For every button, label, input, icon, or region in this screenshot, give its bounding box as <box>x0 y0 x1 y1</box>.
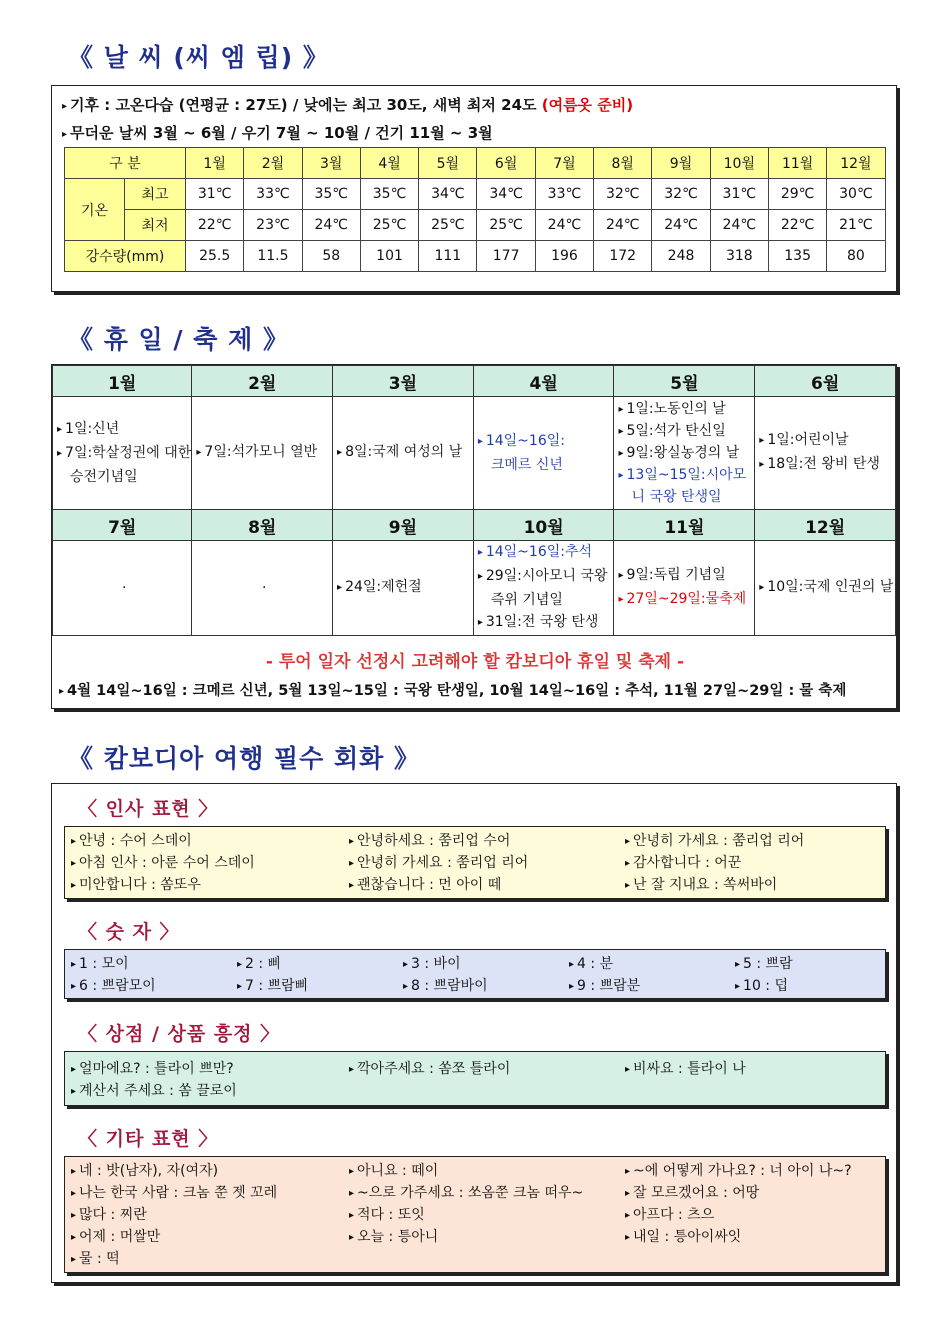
greeting-box <box>64 826 886 899</box>
shopping-box <box>64 1051 886 1106</box>
conversation-title: 《 캄보디아 여행 필수 회화 》 <box>68 744 421 773</box>
month-cell: 2월 <box>244 148 302 179</box>
number-word: ▸ 9 : 쁘람분 <box>569 975 640 995</box>
jan-cell <box>53 397 192 510</box>
temp-label: 기온 <box>65 179 125 241</box>
holiday-month-row <box>53 366 896 397</box>
rain-cell: 172 <box>594 241 652 272</box>
max-cell: 33℃ <box>535 179 593 210</box>
holiday-item: ▸ 5일:석가 탄신일 <box>618 421 754 443</box>
month-header: 6월 <box>755 366 896 397</box>
phrase: ▸ 아침 인사 : 아룬 수어 스데이 <box>71 852 255 872</box>
phrase: ▸ 계산서 주세요 : 쏨 끌로이 <box>71 1080 237 1100</box>
rain-cell: 101 <box>360 241 418 272</box>
min-cell: 22℃ <box>186 210 244 241</box>
header-label: 구 분 <box>65 148 186 179</box>
holidays-title: 《 휴 일 / 축 제 》 <box>68 325 289 354</box>
phrase: ▸ 안녕하세요 : 쭘리업 수어 <box>349 830 510 850</box>
phrase: ▸ 아프다 : 츠으 <box>625 1204 714 1224</box>
phrase: ▸ 안녕히 가세요 : 쭘리업 리어 <box>625 830 804 850</box>
min-cell: 24℃ <box>302 210 360 241</box>
rain-cell: 135 <box>768 241 826 272</box>
number-word: ▸ 7 : 쁘람삐 <box>237 975 308 995</box>
month-cell: 3월 <box>302 148 360 179</box>
phrase: ▸ 깍아주세요 : 쏨쪼 틀라이 <box>349 1058 510 1078</box>
oct-cell <box>473 541 614 636</box>
month-cell: 6월 <box>477 148 535 179</box>
month-header: 10월 <box>473 510 614 541</box>
holiday-note: - 투어 일자 선정시 고려해야 할 캄보디아 휴일 및 축제 - <box>265 652 685 672</box>
holiday-item: ▸ 1일:어린이날 <box>759 429 895 453</box>
max-cell: 30℃ <box>827 179 885 210</box>
shopping-heading: 〈 상점 / 상품 흥정 〉 <box>78 1023 281 1045</box>
phrase: ▸ 안녕히 가세요 : 쭘리업 리어 <box>349 852 528 872</box>
month-header: 3월 <box>333 366 474 397</box>
number-word: ▸ 1 : 모이 <box>71 953 129 973</box>
phrase: ▸ ~으로 가주세요 : 쏘옴쭌 크놈 떠우~ <box>349 1182 583 1202</box>
holiday-body-row <box>53 541 896 636</box>
min-cell: 25℃ <box>419 210 477 241</box>
month-cell: 5월 <box>419 148 477 179</box>
phrase: ▸ ~에 어떻게 가나요? : 너 아이 나~? <box>625 1160 852 1180</box>
nov-cell <box>614 541 755 636</box>
holiday-item: ▸ 31일:전 국왕 탄생 <box>478 611 614 635</box>
holiday-item: ▸ 10일:국제 인권의 날 <box>759 576 895 600</box>
holiday-item: ▸ 14일~16일:추석 <box>478 541 614 565</box>
number-word: ▸ 2 : 삐 <box>237 953 281 973</box>
climate-text: 기후 : 고온다습 (연평균 : 27도) / 낮에는 최고 30도, 새벽 최저 24도 <box>70 96 542 114</box>
phrase: ▸ 어제 : 머쌀만 <box>71 1226 160 1246</box>
max-cell: 34℃ <box>477 179 535 210</box>
holidays-box <box>51 364 897 709</box>
mar-cell <box>333 397 474 510</box>
max-temp-row <box>65 179 886 210</box>
rain-cell: 58 <box>302 241 360 272</box>
holiday-month-row <box>53 510 896 541</box>
rain-cell: 11.5 <box>244 241 302 272</box>
max-cell: 34℃ <box>419 179 477 210</box>
month-cell: 8월 <box>594 148 652 179</box>
min-cell: 24℃ <box>535 210 593 241</box>
min-cell: 22℃ <box>768 210 826 241</box>
month-cell: 9월 <box>652 148 710 179</box>
month-header: 8월 <box>192 510 333 541</box>
number-word: ▸ 3 : 바이 <box>403 953 461 973</box>
holiday-item: ▸ 27일~29일:물축제 <box>618 588 754 612</box>
holiday-item: ▸ 13일~15일:시아모니 국왕 탄생일 <box>618 465 754 508</box>
numbers-box <box>64 949 886 999</box>
max-cell: 35℃ <box>302 179 360 210</box>
month-cell: 10월 <box>710 148 768 179</box>
month-cell: 11월 <box>768 148 826 179</box>
min-cell: 23℃ <box>244 210 302 241</box>
phrase: ▸ 내일 : 틍아이싸잇 <box>625 1226 741 1246</box>
holiday-item: ▸ 18일:전 왕비 탄생 <box>759 453 895 477</box>
phrase: ▸ 나는 한국 사람 : 크놈 쭌 젯 꼬레 <box>71 1182 277 1202</box>
others-box <box>64 1156 886 1273</box>
rain-cell: 318 <box>710 241 768 272</box>
month-cell: 4월 <box>360 148 418 179</box>
phrase: ▸ 미안합니다 : 쏨또우 <box>71 874 201 894</box>
month-header: 5월 <box>614 366 755 397</box>
sep-cell <box>333 541 474 636</box>
month-header: 11월 <box>614 510 755 541</box>
rain-cell: 111 <box>419 241 477 272</box>
rain-cell: 196 <box>535 241 593 272</box>
holiday-item: ▸ 1일:신년 <box>57 418 191 442</box>
month-header: 7월 <box>53 510 192 541</box>
season-text: 무더운 날씨 3월 ~ 6월 / 우기 7월 ~ 10월 / 건기 11월 ~ 3월 <box>70 124 493 142</box>
jun-cell <box>755 397 896 510</box>
holiday-item: ▸ 29일:시아모니 국왕 즉위 기념일 <box>478 565 614 611</box>
min-cell: 24℃ <box>710 210 768 241</box>
season-line <box>62 122 493 143</box>
max-cell: 35℃ <box>360 179 418 210</box>
climate-note: (여름옷 준비) <box>541 96 634 114</box>
min-cell: 24℃ <box>594 210 652 241</box>
holiday-item: ▸ 9일:독립 기념일 <box>618 564 754 588</box>
feb-cell <box>192 397 333 510</box>
phrase: ▸ 물 : 떡 <box>71 1248 120 1268</box>
holiday-item: ▸ 7일:학살정권에 대한 승전기념일 <box>57 442 191 488</box>
weather-table <box>64 147 886 272</box>
rain-cell: 25.5 <box>186 241 244 272</box>
phrase: ▸ 잘 모르겠어요 : 어땅 <box>625 1182 759 1202</box>
max-cell: 31℃ <box>710 179 768 210</box>
min-temp-row <box>65 210 886 241</box>
phrase: ▸ 얼마에요? : 틀라이 쁘만? <box>71 1058 234 1078</box>
month-cell: 12월 <box>827 148 885 179</box>
holiday-item: ▸ 1일:노동인의 날 <box>618 399 754 421</box>
apr-cell <box>473 397 614 510</box>
rain-cell: 80 <box>827 241 885 272</box>
greeting-heading: 〈 인사 표현 〉 <box>78 798 219 820</box>
climate-line <box>62 94 633 115</box>
others-heading: 〈 기타 표현 〉 <box>78 1128 219 1150</box>
phrase: ▸ 적다 : 또잇 <box>349 1204 425 1224</box>
dec-cell <box>755 541 896 636</box>
min-cell: 25℃ <box>360 210 418 241</box>
rain-cell: 248 <box>652 241 710 272</box>
max-cell: 32℃ <box>652 179 710 210</box>
conversation-box <box>51 783 897 1283</box>
number-word: ▸ 6 : 쁘람모이 <box>71 975 156 995</box>
min-cell: 21℃ <box>827 210 885 241</box>
min-cell: 25℃ <box>477 210 535 241</box>
rain-cell: 177 <box>477 241 535 272</box>
phrase: ▸ 난 잘 지내요 : 쏙써바이 <box>625 874 777 894</box>
phrase: ▸ 안녕 : 수어 스데이 <box>71 830 192 850</box>
weather-box <box>51 85 897 292</box>
month-cell: 1월 <box>186 148 244 179</box>
month-header: 2월 <box>192 366 333 397</box>
weather-title: 《 날 씨 (씨 엠 립) 》 <box>68 43 329 72</box>
max-cell: 33℃ <box>244 179 302 210</box>
holiday-item: ▸ 8일:국제 여성의 날 <box>337 441 473 465</box>
month-header: 1월 <box>53 366 192 397</box>
max-cell: 29℃ <box>768 179 826 210</box>
holiday-item: ▸ 9일:왕실농경의 날 <box>618 443 754 465</box>
phrase: ▸ 아니요 : 떼이 <box>349 1160 438 1180</box>
max-cell: 32℃ <box>594 179 652 210</box>
number-word: ▸ 4 : 분 <box>569 953 613 973</box>
month-header: 4월 <box>473 366 614 397</box>
holidays-table <box>52 365 896 636</box>
phrase: ▸ 감사합니다 : 어꾼 <box>625 852 741 872</box>
phrase: ▸ 오늘 : 틍아니 <box>349 1226 438 1246</box>
jul-cell: · <box>53 541 192 636</box>
number-word: ▸ 10 : 덥 <box>735 975 788 995</box>
rain-row <box>65 241 886 272</box>
min-cell: 24℃ <box>652 210 710 241</box>
phrase: ▸ 네 : 밧(남자), 자(여자) <box>71 1160 218 1180</box>
phrase: ▸ 많다 : 찌란 <box>71 1204 147 1224</box>
month-cell: 7월 <box>535 148 593 179</box>
phrase: ▸ 괜찮습니다 : 먼 아이 떼 <box>349 874 501 894</box>
number-word: ▸ 5 : 쁘람 <box>735 953 793 973</box>
min-label: 최저 <box>125 210 186 241</box>
rain-label: 강수량(mm) <box>65 241 186 272</box>
holiday-summary-text: 4월 14일~16일 : 크메르 신년, 5월 13일~15일 : 국왕 탄생일, 10월 14일~16일 : 추석, 11월 27일~29일 : 물 축제 <box>67 683 847 699</box>
month-header: 12월 <box>755 510 896 541</box>
holiday-summary <box>59 679 846 700</box>
month-header: 9월 <box>333 510 474 541</box>
number-word: ▸ 8 : 쁘람바이 <box>403 975 488 995</box>
max-cell: 31℃ <box>186 179 244 210</box>
holiday-item: ▸ 7일:석가모니 열반 <box>196 441 332 465</box>
may-cell <box>614 397 755 510</box>
aug-cell: · <box>192 541 333 636</box>
holiday-body-row <box>53 397 896 510</box>
max-label: 최고 <box>125 179 186 210</box>
holiday-item: ▸ 24일:제헌절 <box>337 576 473 600</box>
weather-header-row <box>65 148 886 179</box>
holiday-item: ▸ 14일~16일: 크메르 신년 <box>478 430 583 476</box>
numbers-heading: 〈 숫 자 〉 <box>78 921 180 943</box>
phrase: ▸ 비싸요 : 틀라이 나 <box>625 1058 746 1078</box>
